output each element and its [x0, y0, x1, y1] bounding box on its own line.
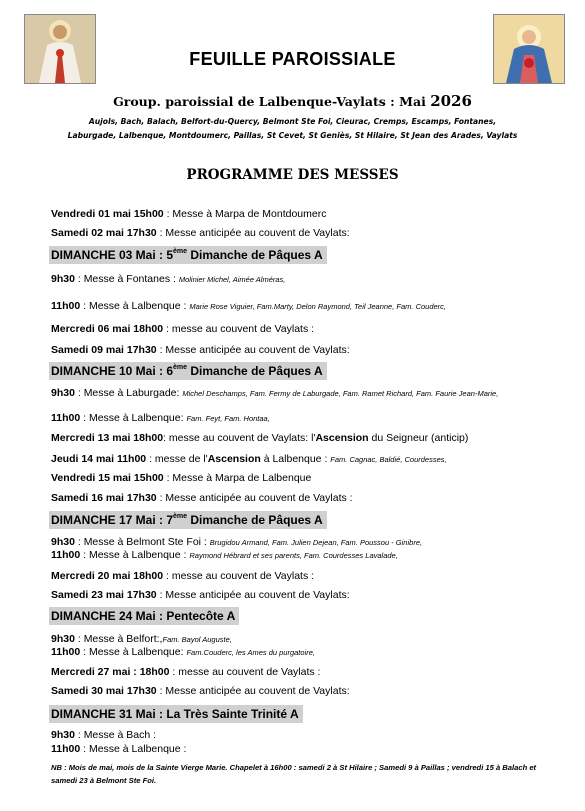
mass-entry: 9h30 : Messe à Laburgade: Michel Deschamps, Fam. Fermy de Laburgade, Fam. Ramet Richard, Fam. Faurie Jean-Marie,	[51, 387, 499, 399]
sunday-heading: DIMANCHE 31 Mai : La Très Sainte Trinité A	[49, 705, 303, 723]
mass-entry: 9h30 : Messe à Belmont Ste Foi : Brugidou Armand, Fam. Julien Dejean, Fam. Poussou - Ginibre,	[51, 536, 423, 548]
sunday-heading: DIMANCHE 10 Mai : 6ème Dimanche de Pâques A	[49, 362, 327, 380]
mass-entry: 11h00 : Messe à Lalbenque : Marie Rose Viguier, Fam.Marty, Delon Raymond, Teil Jeanne, Fam. Couderc,	[51, 300, 446, 312]
sunday-heading: DIMANCHE 03 Mai : 5ème Dimanche de Pâques A	[49, 246, 327, 264]
mass-entry: Mercredi 06 mai 18h00 : messe au couvent de Vaylats :	[51, 323, 315, 335]
mass-entry: 9h30 : Messe à Belfort:,Fam. Bayol Auguste,	[51, 633, 232, 645]
villages-line-2: Laburgade, Lalbenque, Montdoumerc, Paillas, St Cevet, St Geniès, St Hilaire, St Jean des Arades, Vaylats	[67, 131, 518, 140]
page-title: FEUILLE PAROISSIALE	[189, 49, 396, 69]
mass-entry: Samedi 30 mai 17h30 : Messe anticipée au couvent de Vaylats:	[51, 685, 350, 697]
mass-entry: Samedi 16 mai 17h30 : Messe anticipée au couvent de Vaylats :	[51, 492, 353, 504]
mass-entry: Vendredi 01 mai 15h00 : Messe à Marpa de Montdoumerc	[51, 208, 327, 220]
mass-entry: 11h00 : Messe à Lalbenque: Fam.Couderc, les Ames du purgatoire,	[51, 646, 315, 658]
mass-entry: 11h00 : Messe à Lalbenque : Raymond Hébrard et ses parents, Fam. Courdesses Lavalade,	[51, 549, 398, 561]
footnote: NB : Mois de mai, mois de la Sainte Vierge Marie. Chapelet à 16h00 : samedi 2 à St Hilaire ; Samedi 9 à Paillas ; vendredi 15 à Balach et samedi 23 à Belmont Ste Foi.	[51, 763, 537, 785]
mass-entry: 11h00 : Messe à Lalbenque :	[51, 743, 187, 755]
mass-entry: Samedi 09 mai 17h30 : Messe anticipée au couvent de Vaylats:	[51, 344, 350, 356]
group-prefix: Group. paroissial de Lalbenque-Vaylats : Mai	[113, 94, 426, 109]
mass-entry: 11h00 : Messe à Lalbenque: Fam. Feyt, Fam. Hontaa,	[51, 412, 270, 424]
villages-line-1: Aujols, Bach, Balach, Belfort-du-Quercy, Belmont Ste Foi, Cieurac, Cremps, Escamps, Fontanes,	[88, 117, 497, 126]
mass-entry: 9h30 : Messe à Bach :	[51, 729, 157, 741]
mass-entry: Vendredi 15 mai 15h00 : Messe à Marpa de Lalbenque	[51, 472, 312, 484]
mass-entry: Mercredi 27 mai : 18h00 : messe au couvent de Vaylats :	[51, 666, 321, 678]
mass-entry: Samedi 23 mai 17h30 : Messe anticipée au couvent de Vaylats:	[51, 589, 350, 601]
group-year: 2026	[430, 92, 472, 110]
mass-entry: Samedi 02 mai 17h30 : Messe anticipée au couvent de Vaylats:	[51, 227, 350, 239]
section-title: PROGRAMME DES MESSES	[186, 167, 399, 183]
mass-entry: 9h30 : Messe à Fontanes : Molinier Michel, Aimée Alméras,	[51, 273, 286, 285]
sunday-heading: DIMANCHE 24 Mai : Pentecôte A	[49, 607, 239, 625]
sunday-heading: DIMANCHE 17 Mai : 7ème Dimanche de Pâques A	[49, 511, 327, 529]
parish-group-heading	[0, 92, 585, 110]
mass-entry: Mercredi 20 mai 18h00 : messe au couvent de Vaylats :	[51, 570, 315, 582]
mass-entry: Mercredi 13 mai 18h00: messe au couvent de Vaylats: l'Ascension du Seigneur (anticip)	[51, 432, 469, 444]
villages-list	[40, 115, 545, 143]
mass-entry: Jeudi 14 mai 11h00 : messe de l'Ascension à Lalbenque : Fam. Cagnac, Baldié, Courdesses,	[51, 453, 447, 465]
